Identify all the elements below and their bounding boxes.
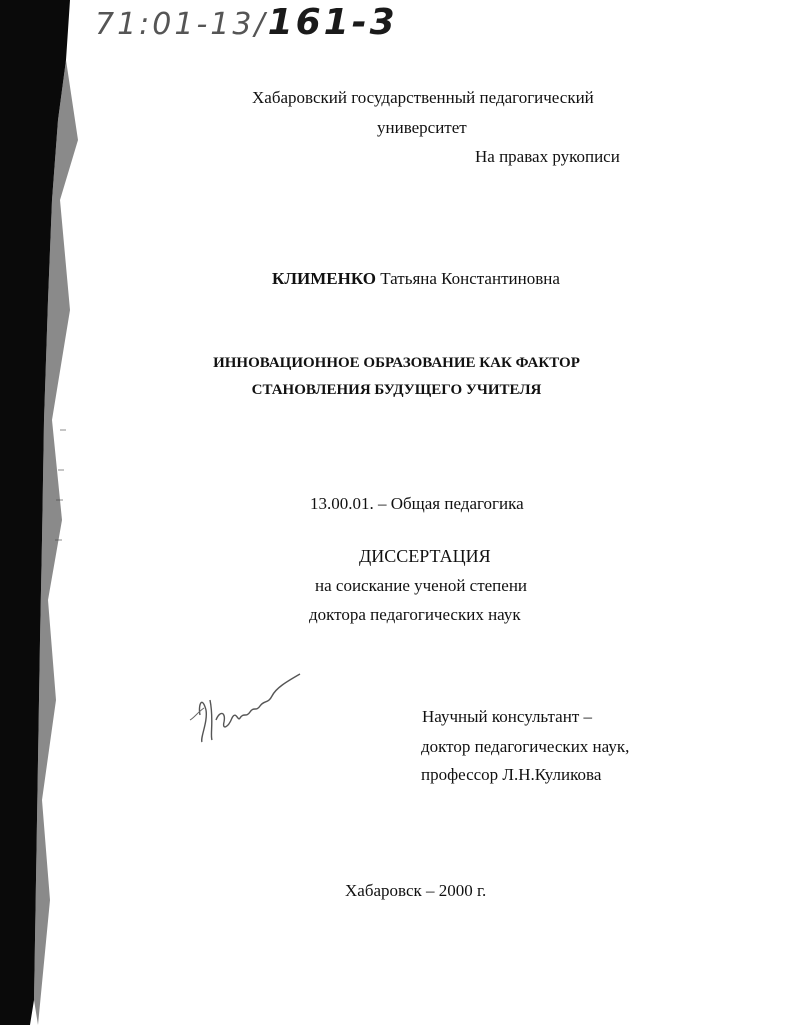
- work-type-line3: доктора педагогических наук: [309, 605, 521, 624]
- work-type-title: ДИССЕРТАЦИЯ: [359, 546, 491, 566]
- thesis-title-line1: ИННОВАЦИОННОЕ ОБРАЗОВАНИЕ КАК ФАКТОР: [213, 355, 580, 371]
- registration-number-light: 71:01-13/: [95, 7, 268, 42]
- institution-line2: университет: [377, 118, 467, 137]
- city-year: Хабаровск – 2000 г.: [345, 881, 487, 900]
- advisor-label: Научный консультант –: [422, 707, 592, 726]
- specialty-code: 13.00.01. – Общая педагогика: [310, 494, 524, 513]
- author-given-names: Татьяна Константиновна: [380, 269, 560, 288]
- advisor-degree: доктор педагогических наук,: [421, 737, 630, 756]
- handwritten-signature: [180, 660, 320, 750]
- author-name: [272, 269, 560, 289]
- author-surname: КЛИМЕНКО: [272, 269, 376, 288]
- handwritten-registration-number: [95, 2, 398, 43]
- institution-line1: Хабаровский государственный педагогический: [252, 88, 594, 107]
- registration-number-bold: 161-3: [267, 2, 398, 43]
- advisor-name: профессор Л.Н.Куликова: [421, 765, 602, 784]
- thesis-title-line2: СТАНОВЛЕНИЯ БУДУЩЕГО УЧИТЕЛЯ: [251, 382, 542, 398]
- manuscript-note: На правах рукописи: [475, 147, 620, 166]
- work-type-line2: на соискание ученой степени: [315, 576, 528, 595]
